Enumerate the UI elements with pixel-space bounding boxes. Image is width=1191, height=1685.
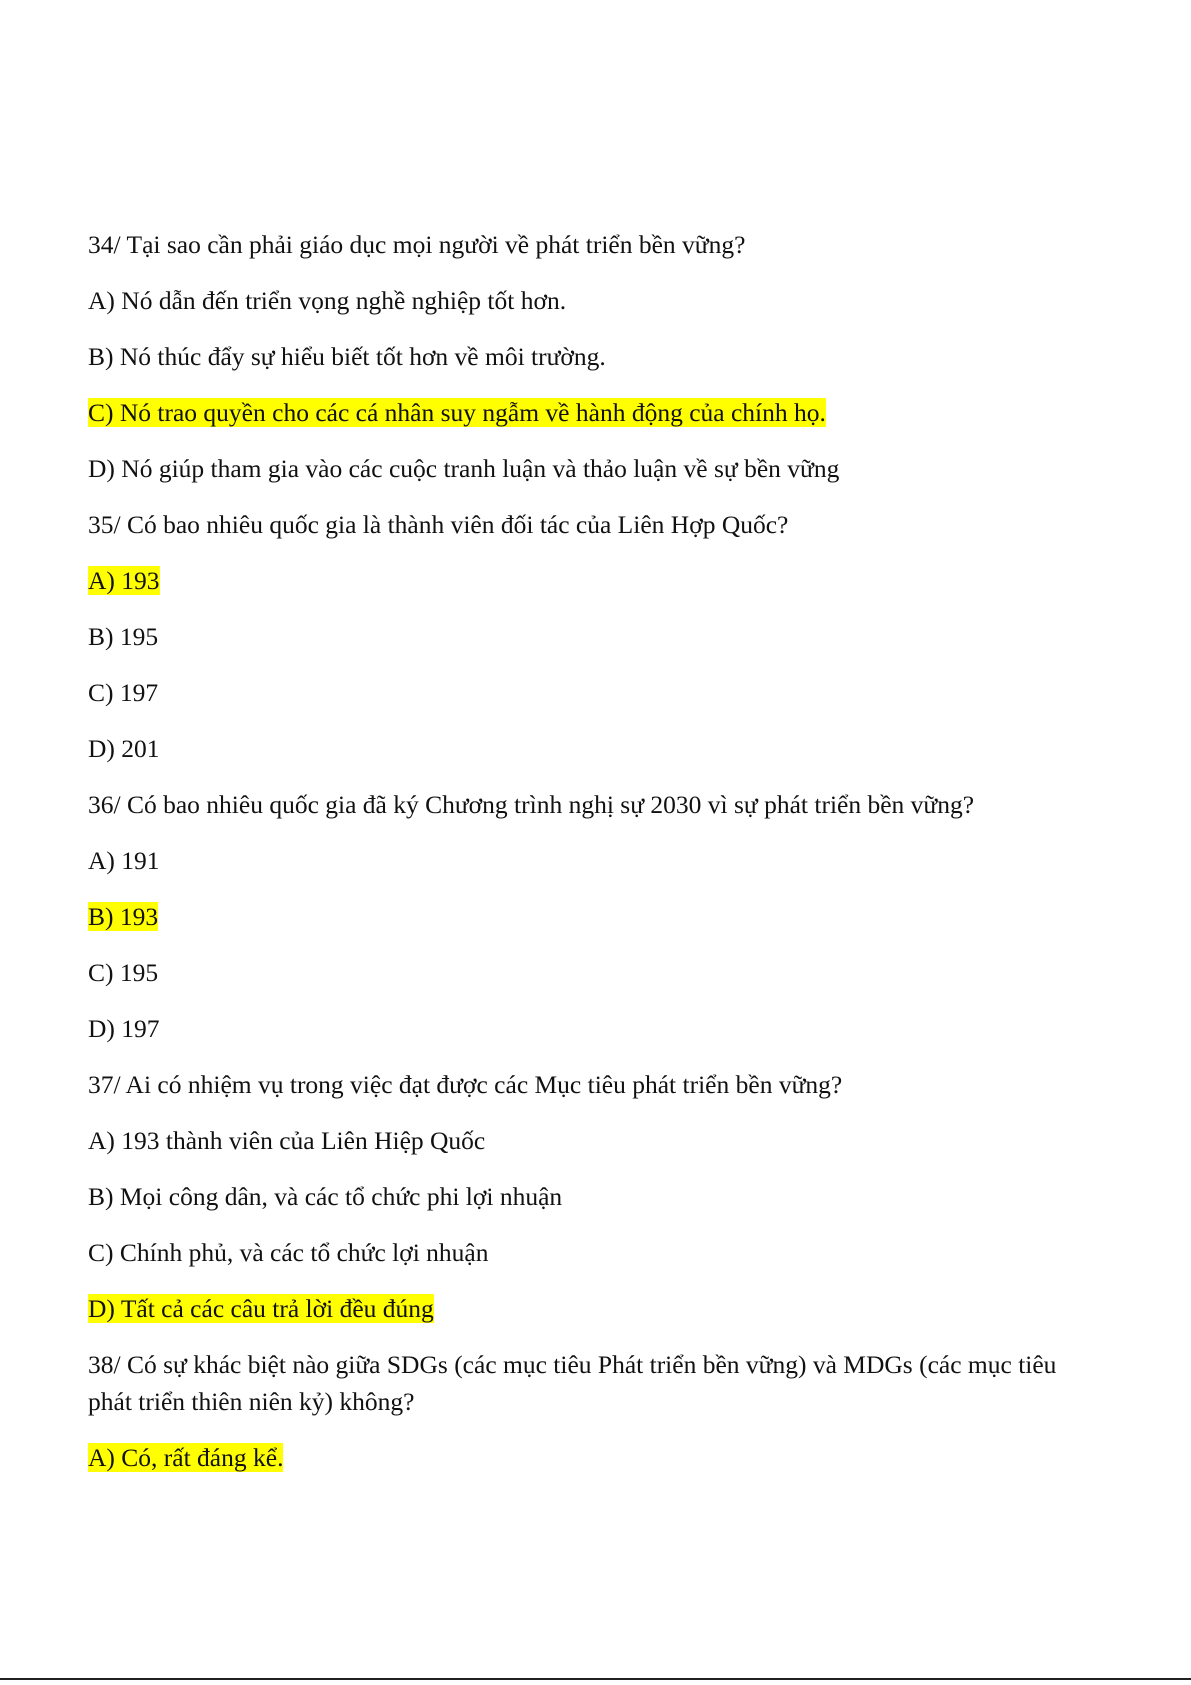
question-37 bbox=[88, 1066, 1068, 1103]
q34-option-d: D) Nó giúp tham gia vào các cuộc tranh luận và thảo luận về sự bền vững bbox=[88, 454, 840, 483]
q35-option-a-answer bbox=[88, 562, 1068, 599]
q36-option-c: C) 195 bbox=[88, 958, 159, 987]
q36-option-b-answer bbox=[88, 898, 1068, 935]
question-36 bbox=[88, 786, 1068, 823]
q37-option-a: A) 193 thành viên của Liên Hiệp Quốc bbox=[88, 1126, 486, 1155]
q35-option-d: D) 201 bbox=[88, 734, 160, 763]
question-38-text: 38/ Có sự khác biệt nào giữa SDGs (các mục tiêu Phát triển bền vững) và MDGs (các mục tiêu phát triển thiên niên kỷ) không? bbox=[88, 1350, 1057, 1416]
q37-option-b: B) Mọi công dân, và các tổ chức phi lợi nhuận bbox=[88, 1182, 563, 1211]
q38-option-a-answer bbox=[88, 1439, 1068, 1476]
answer-highlight: C) Nó trao quyền cho các cá nhân suy ngẫm về hành động của chính họ. bbox=[88, 398, 826, 427]
answer-highlight: B) 193 bbox=[88, 902, 159, 931]
quiz-content bbox=[88, 226, 1068, 1495]
page-bottom-rule bbox=[0, 1678, 1191, 1680]
question-34 bbox=[88, 226, 1068, 263]
question-37-text: 37/ Ai có nhiệm vụ trong việc đạt được các Mục tiêu phát triển bền vững? bbox=[88, 1070, 843, 1099]
answer-highlight: D) Tất cả các câu trả lời đều đúng bbox=[88, 1294, 434, 1323]
q36-option-a: A) 191 bbox=[88, 846, 160, 875]
question-35-text: 35/ Có bao nhiêu quốc gia là thành viên đối tác của Liên Hợp Quốc? bbox=[88, 510, 789, 539]
answer-highlight: A) 193 bbox=[88, 566, 160, 595]
question-35 bbox=[88, 506, 1068, 543]
q34-option-a: A) Nó dẫn đến triển vọng nghề nghiệp tốt hơn. bbox=[88, 286, 567, 315]
q35-option-b: B) 195 bbox=[88, 622, 159, 651]
q36-option-d: D) 197 bbox=[88, 1014, 160, 1043]
question-38 bbox=[88, 1346, 1068, 1420]
question-36-text: 36/ Có bao nhiêu quốc gia đã ký Chương trình nghị sự 2030 vì sự phát triển bền vững? bbox=[88, 790, 975, 819]
q34-option-b: B) Nó thúc đẩy sự hiểu biết tốt hơn về môi trường. bbox=[88, 342, 606, 371]
q35-option-c: C) 197 bbox=[88, 678, 159, 707]
q34-option-c-answer bbox=[88, 394, 1068, 431]
q37-option-d-answer bbox=[88, 1290, 1068, 1327]
question-34-text: 34/ Tại sao cần phải giáo dục mọi người về phát triển bền vững? bbox=[88, 230, 746, 259]
answer-highlight: A) Có, rất đáng kể. bbox=[88, 1443, 284, 1472]
q37-option-c: C) Chính phủ, và các tổ chức lợi nhuận bbox=[88, 1238, 489, 1267]
